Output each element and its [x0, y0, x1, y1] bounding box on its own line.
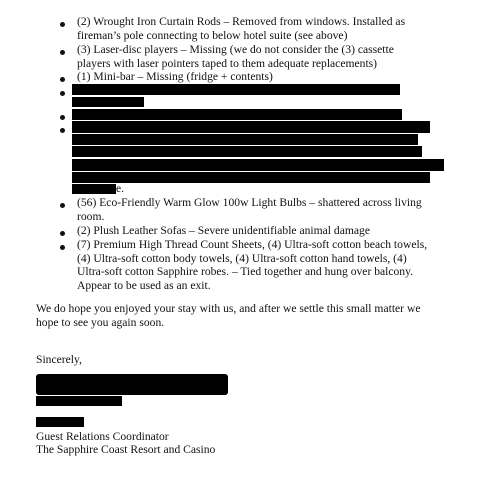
list-item-text: fireman’s pole connecting to below hotel suite (see above)	[77, 29, 348, 42]
signature-title: Guest Relations Coordinator	[36, 430, 169, 443]
signature-org: The Sapphire Coast Resort and Casino	[36, 443, 216, 456]
list-item-text: room.	[77, 210, 105, 223]
bullet-dot	[60, 91, 65, 96]
redaction-bar	[72, 121, 430, 133]
redaction-bar	[72, 109, 402, 120]
redaction-bar	[72, 97, 144, 107]
signoff: Sincerely,	[36, 353, 82, 366]
list-item-text: (7) Premium High Thread Count Sheets, (4) Ultra-soft cotton beach towels,	[77, 238, 428, 251]
list-item-text: (2) Wrought Iron Curtain Rods – Removed from windows. Installed as	[77, 15, 406, 28]
redaction-bar	[72, 146, 422, 157]
bullet-dot	[60, 50, 65, 55]
redaction-bar	[72, 84, 400, 95]
list-item-text: Ultra-soft cotton Sapphire robes. – Tied together and hung over balcony.	[77, 265, 414, 278]
list-item-text: (3) Laser-disc players – Missing (we do not consider the (3) cassette	[77, 43, 394, 56]
bullet-dot	[60, 203, 65, 208]
redaction-bar	[72, 172, 430, 183]
list-item-text: players with laser pointers taped to them adequate replacements)	[77, 57, 378, 70]
bullet-dot	[60, 22, 65, 27]
list-item-text: (1) Mini-bar – Missing (fridge + contents)	[77, 70, 273, 83]
redaction-bar	[72, 134, 418, 145]
closing-paragraph: We do hope you enjoyed your stay with us, and after we settle this small matter we	[36, 302, 421, 315]
list-item-text: (56) Eco-Friendly Warm Glow 100w Light Bulbs – shattered across living	[77, 196, 422, 209]
list-item-text: (4) Ultra-soft cotton body towels, (4) Ultra-soft cotton hand towels, (4)	[77, 252, 407, 265]
redaction-bar	[72, 184, 116, 194]
list-item-text: (2) Plush Leather Sofas – Severe unidentifiable animal damage	[77, 224, 370, 237]
bullet-dot	[60, 231, 65, 236]
list-item-text: e.	[116, 182, 125, 195]
redacted-signature	[36, 374, 228, 395]
list-item-text: Appear to be used as an exit.	[77, 279, 211, 292]
redaction-bar	[36, 396, 122, 406]
bullet-dot	[60, 77, 65, 82]
bullet-dot	[60, 128, 65, 133]
bullet-dot	[60, 245, 65, 250]
redacted-name	[36, 417, 84, 427]
closing-paragraph: hope to see you again soon.	[36, 316, 165, 329]
redaction-bar	[72, 159, 444, 171]
bullet-dot	[60, 115, 65, 120]
